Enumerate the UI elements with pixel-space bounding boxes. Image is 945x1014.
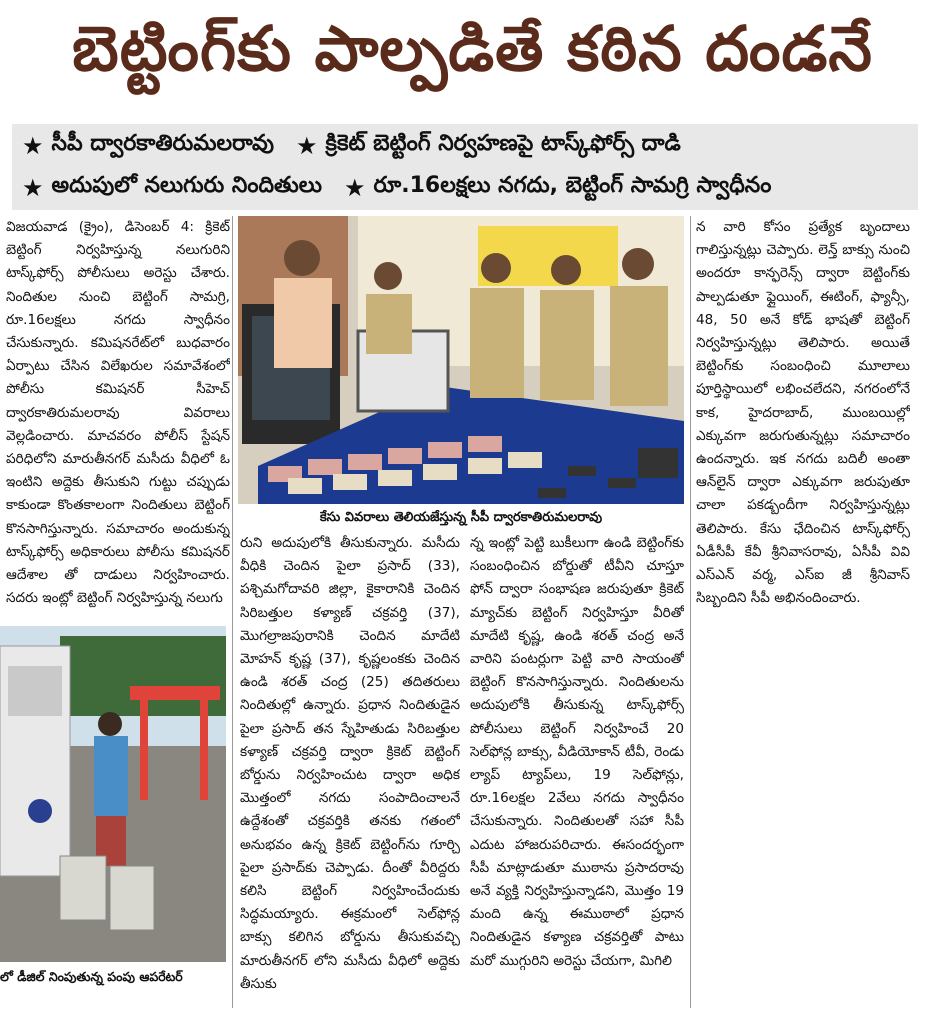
article-column-4: న వారి కోసం ప్రత్యేక బృందాలు గాలిస్తున్నట్లు చెప్పారు. లెన్త్ బాక్సు నుంచి అందరూ కాన్ఫరెన్స్ ద్వారా బెట్టింగ్‌కు పాల్పడుతూ ఫ్లైయింగ్, ఈటింగ్, ఫ్యాన్సీ, 48, 50 అనే కోడ్ భాషతో బెట్టింగ్ నిర్వహిస్తున్నట్లు తెలిపారు. అయితే బెట్టింగ్‌కు సంబంధించి మూలాలు పూర్తిస్థాయిలో లభించలేదని, నగరంలోనే కాక, హైదరాబాద్, ముంబయిల్లో ఎక్కువగా జరుగుతున్నట్లు సమాచారం ఉందన్నారు. ఇక నగదు బదిలీ అంతా ఆన్‌లైన్ ద్వారా ఎక్కువగా జరుపుతూ చాలా పకడ్బందీగా నిర్వహిస్తున్నట్లు తెలిపారు. కేసు ఛేదించిన టాస్క్‌ఫోర్స్ ఏడీసీపీ కేవీ శ్రీనివాసరావు, ఏసీపీ వివి ఎస్‌ఎన్ వర్మ, ఎస్ఐ జీ శ్రీనివాస్ సిబ్బందిని సీపీ అభినందించారు. (696, 219, 910, 607)
bullet-row-2 (22, 168, 771, 208)
bullet-row-1 (22, 126, 681, 166)
bullet-text: సీపీ ద్వారకాతిరుమలరావు (51, 131, 274, 156)
press-meet-photo (238, 216, 684, 504)
column-divider (232, 216, 233, 1008)
star-icon: ★ (344, 174, 366, 202)
star-icon: ★ (22, 132, 44, 160)
star-icon: ★ (22, 174, 44, 202)
bullet-text: రూ.16లక్షలు నగదు, బెట్టింగ్ సామగ్రి స్వాధీనం (373, 173, 772, 198)
article-column-3: న్న ఇంట్లో పెట్టి బుకీలుగా ఉండి బెట్టింగ్‌కు సంబంధించిన బోర్డుతో టీవీని చూస్తూ ఫోన్ ద్వారా సంభాషణ జరుపుతూ క్రికెట్ మ్యాచ్‌కు బెట్టింగ్ నిర్వహిస్తూ వీరితో మాదేటి కృష్ణ, ఉండి శరత్ చంద్ర అనే వారిని పంటర్లుగా పెట్టి వారి సాయంతో బెట్టింగ్ కొనసాగిస్తున్నారు. నిందితులను అదుపులోకి తీసుకున్న టాస్క్‌ఫోర్స్ పోలీసులు బెట్టింగ్ నిర్వహించే 20 సెల్‌ఫోన్ల బాక్సు, వీడియోకాన్ టీవీ, రెండు ల్యాప్ ట్యాప్‌లు, 19 సెల్‌ఫోన్లు, రూ.16లక్షల 2వేలు నగదు స్వాధీనం చేసుకున్నారు. నిందితులతో సహా సీపీ ఎదుట హాజరుపరిచారు. ఈసందర్భంగా సీపీ మాట్లాడుతూ ముఠాను ప్రసాదరావు అనే వ్యక్తి నిర్వహిస్తున్నాడని, మొత్తం 19 మంది ఉన్న ఈముఠాలో ప్రధాన నిందితుడైన కళ్యాణ చక్రవర్తితో పాటు మరో ముగ్గురిని అరెస్టు చేయగా, మిగిలి (470, 535, 684, 969)
column-divider (690, 216, 691, 1008)
press-meet-illustration (238, 216, 684, 504)
summary-bullets (12, 124, 918, 210)
bullet-text: అదుపులో నలుగురు నిందితులు (51, 173, 322, 198)
fuel-pump-photo (0, 626, 226, 962)
star-icon: ★ (295, 132, 318, 160)
fuel-pump-illustration (0, 626, 226, 962)
left-photo-caption: లో డీజిల్ నింపుతున్న పంపు ఆపరేటర్ (0, 969, 183, 984)
bullet-text: క్రికెట్ బెట్టింగ్ నిర్వహణపై టాస్క్‌ఫోర్స్ దాడి (325, 131, 681, 156)
article-column-1: విజయవాడ (క్రైం), డిసెంబర్ 4: క్రికెట్ బెట్టింగ్ నిర్వహిస్తున్న నలుగురిని టాస్క్‌ఫోర్స్ పోలీసులు అరెస్టు చేశారు. నిందితుల నుంచి బెట్టింగ్ సామగ్రి, రూ.16లక్షలు నగదు స్వాధీనం చేసుకున్నారు. కమిషనరేట్‌లో బుధవారం ఏర్పాటు చేసిన విలేఖరుల సమావేశంలో పోలీసు కమిషనర్ సీహెచ్ ద్వారకాతిరుమలరావు వివరాలు వెల్లడించారు. మాచవరం పోలీస్ స్టేషన్ పరిధిలోని మారుతీనగర్ మసీదు వీధిలో ఓ ఇంటిని అద్దెకు తీసుకుని గుట్టు చప్పుడు కాకుండా కొంతకాలంగా నిందితులు బెట్టింగ్ కొనసాగిస్తున్నారు. సమాచారం అందుకున్న టాస్క్‌ఫోర్స్ అధికారులు పోలీసు కమిషనర్ ఆదేశాల తో దాడులు నిర్వహించారు. సదరు ఇంట్లో బెట్టింగ్ నిర్వహిస్తున్న నలుగు (6, 219, 230, 607)
article-column-2: రుని అదుపులోకి తీసుకున్నారు. మసీదు వీధికి చెందిన పైలా ప్రసాద్ (33), పశ్చిమగోదావరి జిల్లా, కైకారానికి చెందిన సిరిబత్తుల కళ్యాణ్ చక్రవర్తి (37), మొగల్రాజపురానికి చెందిన మాదేటి మోహన్ కృష్ణ (37), కృష్ణలంకకు చెందిన ఉండి శరత్ చంద్ర (25) తదితరులు నిందితుల్లో ఉన్నారు. ప్రధాన నిందితుడైన పైలా ప్రసాద్ తన స్నేహితుడు సిరిబత్తుల కళ్యాణ్ చక్రవర్తి ద్వారా క్రికెట్ బెట్టింగ్ బోర్డును నిర్వహించుట ద్వారా అధిక మొత్తంలో నగదు సంపాదించాలనే ఉద్దేశంతో చక్రవర్తికి తనకు గతంలో అనుభవం ఉన్న క్రికెట్ బెట్టింగ్‌ను గూర్చి పైలా ప్రసాద్‌కు చెప్పాడు. దీంతో వీరిద్దరు కలిసి బెట్టింగ్ నిర్వహించేందుకు సిద్ధమయ్యారు. ఈక్రమంలో సెల్‌ఫోన్ల బాక్సు కలిగిన బోర్డును తీసుకువచ్చి మారుతీనగర్ లోని మసీదు వీధిలో అద్దెకు తీసుకు (240, 535, 460, 992)
headline: బెట్టింగ్‌కు పాల్పడితే కఠిన దండనే (72, 12, 873, 85)
main-photo-caption: కేసు వివరాలు తెలియజేస్తున్న సీపీ ద్వారకాతిరుమలరావు (319, 510, 603, 525)
